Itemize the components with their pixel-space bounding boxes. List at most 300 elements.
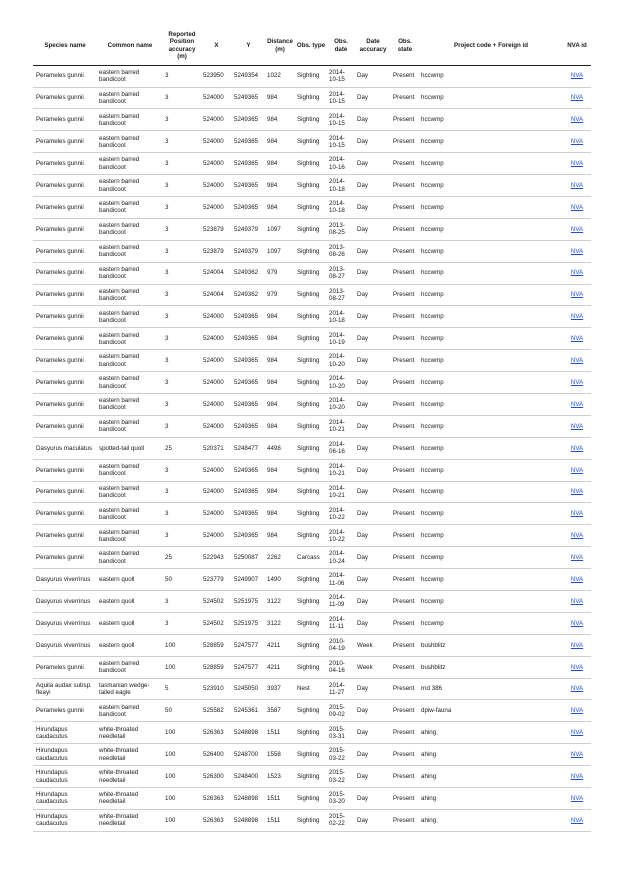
distance-cell: 984	[265, 196, 295, 218]
accuracy-cell: 25	[163, 437, 201, 459]
accuracy-cell: 3	[163, 328, 201, 350]
nva-id-cell	[563, 240, 591, 262]
table-row	[33, 678, 591, 700]
obs-state-cell: Present	[391, 284, 419, 306]
nva-id-cell	[563, 547, 591, 569]
project-code-cell: ahing	[419, 788, 563, 810]
distance-cell: 4211	[265, 656, 295, 678]
table-row	[33, 700, 591, 722]
date-accuracy-cell: Day	[355, 503, 391, 525]
obs-type-cell: Sighting	[295, 306, 327, 328]
y-coordinate-cell: 5248400	[232, 766, 265, 788]
y-coordinate-cell: 5249365	[232, 372, 265, 394]
date-accuracy-cell: Day	[355, 525, 391, 547]
date-accuracy-cell: Day	[355, 262, 391, 284]
common-name-cell: eastern barred bandicoot	[97, 109, 163, 131]
species-name-cell: Perameles gunnii	[33, 306, 97, 328]
project-code-cell: hccwmp	[419, 109, 563, 131]
obs-date-cell: 2015-02-22	[327, 809, 355, 831]
date-accuracy-cell: Week	[355, 656, 391, 678]
table-row	[33, 722, 591, 744]
table-row	[33, 809, 591, 831]
date-accuracy-cell: Day	[355, 722, 391, 744]
distance-cell: 984	[265, 306, 295, 328]
nva-link[interactable]: NVA	[570, 532, 584, 540]
obs-type-cell: Sighting	[295, 525, 327, 547]
common-name-cell: eastern barred bandicoot	[97, 65, 163, 87]
x-coordinate-cell: 520371	[201, 437, 232, 459]
species-name-cell: Perameles gunnii	[33, 656, 97, 678]
distance-cell: 984	[265, 503, 295, 525]
project-code-cell: hccwmp	[419, 612, 563, 634]
nva-link[interactable]: NVA	[570, 751, 584, 759]
nva-link[interactable]: NVA	[570, 794, 584, 802]
x-coordinate-cell: 523950	[201, 65, 232, 87]
obs-type-cell: Sighting	[295, 656, 327, 678]
date-accuracy-cell: Day	[355, 744, 391, 766]
species-name-cell: Dasyurus maculatus	[33, 437, 97, 459]
distance-cell: 1511	[265, 722, 295, 744]
project-code-cell: ahing	[419, 722, 563, 744]
obs-type-cell: Sighting	[295, 218, 327, 240]
column-header: Project code + Foreign id	[419, 30, 563, 65]
nva-link[interactable]: NVA	[570, 400, 584, 408]
nva-link[interactable]: NVA	[570, 575, 584, 583]
obs-state-cell: Present	[391, 503, 419, 525]
nva-link[interactable]: NVA	[570, 269, 584, 277]
obs-state-cell: Present	[391, 196, 419, 218]
distance-cell: 1097	[265, 218, 295, 240]
accuracy-cell: 3	[163, 591, 201, 613]
table-row	[33, 525, 591, 547]
table-row	[33, 131, 591, 153]
project-code-cell: hccwmp	[419, 569, 563, 591]
date-accuracy-cell: Day	[355, 437, 391, 459]
accuracy-cell: 100	[163, 656, 201, 678]
distance-cell: 3937	[265, 678, 295, 700]
obs-type-cell: Sighting	[295, 788, 327, 810]
obs-state-cell: Present	[391, 634, 419, 656]
common-name-cell: eastern barred bandicoot	[97, 131, 163, 153]
nva-id-cell	[563, 503, 591, 525]
obs-type-cell: Sighting	[295, 591, 327, 613]
column-header: Reported Position accuracy (m)	[163, 30, 201, 65]
table-row	[33, 284, 591, 306]
distance-cell: 4498	[265, 437, 295, 459]
y-coordinate-cell: 5248898	[232, 809, 265, 831]
column-header: Y	[232, 30, 265, 65]
accuracy-cell: 3	[163, 65, 201, 87]
obs-date-cell: 2013-08-26	[327, 240, 355, 262]
obs-state-cell: Present	[391, 372, 419, 394]
accuracy-cell: 25	[163, 547, 201, 569]
x-coordinate-cell: 524000	[201, 393, 232, 415]
obs-type-cell: Sighting	[295, 109, 327, 131]
nva-link[interactable]: NVA	[570, 466, 584, 474]
obs-date-cell: 2014-10-20	[327, 372, 355, 394]
project-code-cell: ahing	[419, 744, 563, 766]
distance-cell: 979	[265, 262, 295, 284]
accuracy-cell: 100	[163, 788, 201, 810]
x-coordinate-cell: 523910	[201, 678, 232, 700]
obs-state-cell: Present	[391, 656, 419, 678]
common-name-cell: spotted-tail quoll	[97, 437, 163, 459]
obs-state-cell: Present	[391, 393, 419, 415]
accuracy-cell: 3	[163, 109, 201, 131]
accuracy-cell: 50	[163, 569, 201, 591]
x-coordinate-cell: 524000	[201, 153, 232, 175]
nva-link[interactable]: NVA	[570, 72, 584, 80]
x-coordinate-cell: 524000	[201, 328, 232, 350]
accuracy-cell: 3	[163, 284, 201, 306]
species-name-cell: Dasyurus viverrinus	[33, 634, 97, 656]
column-header: X	[201, 30, 232, 65]
x-coordinate-cell: 524000	[201, 525, 232, 547]
nva-link[interactable]: NVA	[570, 444, 584, 452]
date-accuracy-cell: Day	[355, 788, 391, 810]
common-name-cell: eastern barred bandicoot	[97, 153, 163, 175]
distance-cell: 3587	[265, 700, 295, 722]
obs-type-cell: Sighting	[295, 196, 327, 218]
nva-id-cell	[563, 744, 591, 766]
common-name-cell: tasmanian wedge-tailed eagle	[97, 678, 163, 700]
project-code-cell: bushblitz	[419, 656, 563, 678]
obs-state-cell: Present	[391, 722, 419, 744]
nva-link[interactable]: NVA	[570, 160, 584, 168]
obs-date-cell: 2014-10-16	[327, 153, 355, 175]
accuracy-cell: 3	[163, 131, 201, 153]
species-name-cell: Perameles gunnii	[33, 175, 97, 197]
accuracy-cell: 3	[163, 612, 201, 634]
distance-cell: 1511	[265, 809, 295, 831]
x-coordinate-cell: 526400	[201, 744, 232, 766]
date-accuracy-cell: Day	[355, 700, 391, 722]
project-code-cell: dpiw-fauna	[419, 700, 563, 722]
common-name-cell: eastern barred bandicoot	[97, 481, 163, 503]
table-row	[33, 634, 591, 656]
nva-id-cell	[563, 722, 591, 744]
table-row	[33, 788, 591, 810]
distance-cell: 1022	[265, 65, 295, 87]
nva-link[interactable]: NVA	[570, 203, 584, 211]
y-coordinate-cell: 5247577	[232, 656, 265, 678]
obs-type-cell: Sighting	[295, 240, 327, 262]
accuracy-cell: 3	[163, 415, 201, 437]
obs-date-cell: 2015-09-02	[327, 700, 355, 722]
obs-date-cell: 2014-10-22	[327, 525, 355, 547]
project-code-cell: hccwmp	[419, 437, 563, 459]
project-code-cell: hccwmp	[419, 393, 563, 415]
nva-id-cell	[563, 612, 591, 634]
project-code-cell: hccwmp	[419, 547, 563, 569]
project-code-cell: hccwmp	[419, 218, 563, 240]
obs-date-cell: 2014-10-15	[327, 87, 355, 109]
common-name-cell: white-throated needletail	[97, 809, 163, 831]
accuracy-cell: 3	[163, 240, 201, 262]
column-header: Species name	[33, 30, 97, 65]
obs-state-cell: Present	[391, 350, 419, 372]
obs-state-cell: Present	[391, 788, 419, 810]
nva-id-cell	[563, 656, 591, 678]
obs-date-cell: 2014-06-16	[327, 437, 355, 459]
date-accuracy-cell: Day	[355, 153, 391, 175]
x-coordinate-cell: 526300	[201, 766, 232, 788]
y-coordinate-cell: 5249365	[232, 153, 265, 175]
obs-type-cell: Sighting	[295, 131, 327, 153]
common-name-cell: white-throated needletail	[97, 766, 163, 788]
obs-date-cell: 2010-04-16	[327, 656, 355, 678]
table-row	[33, 153, 591, 175]
x-coordinate-cell: 524000	[201, 481, 232, 503]
common-name-cell: eastern barred bandicoot	[97, 87, 163, 109]
obs-state-cell: Present	[391, 65, 419, 87]
y-coordinate-cell: 5250087	[232, 547, 265, 569]
date-accuracy-cell: Day	[355, 131, 391, 153]
table-row	[33, 218, 591, 240]
obs-state-cell: Present	[391, 175, 419, 197]
obs-date-cell: 2015-03-22	[327, 766, 355, 788]
obs-date-cell: 2014-10-15	[327, 109, 355, 131]
obs-state-cell: Present	[391, 569, 419, 591]
obs-state-cell: Present	[391, 459, 419, 481]
distance-cell: 984	[265, 328, 295, 350]
table-row	[33, 547, 591, 569]
nva-id-cell	[563, 809, 591, 831]
nva-id-cell	[563, 109, 591, 131]
obs-date-cell: 2014-10-20	[327, 393, 355, 415]
accuracy-cell: 3	[163, 218, 201, 240]
species-name-cell: Dasyurus viverrinus	[33, 591, 97, 613]
nva-link[interactable]: NVA	[570, 597, 584, 605]
project-code-cell: hccwmp	[419, 262, 563, 284]
project-code-cell: hccwmp	[419, 591, 563, 613]
nva-id-cell	[563, 634, 591, 656]
x-coordinate-cell: 523879	[201, 240, 232, 262]
obs-date-cell: 2014-10-20	[327, 350, 355, 372]
y-coordinate-cell: 5247577	[232, 634, 265, 656]
species-name-cell: Hirundapus caudacutus	[33, 809, 97, 831]
species-name-cell: Perameles gunnii	[33, 284, 97, 306]
species-name-cell: Perameles gunnii	[33, 459, 97, 481]
obs-type-cell: Sighting	[295, 744, 327, 766]
species-name-cell: Perameles gunnii	[33, 525, 97, 547]
x-coordinate-cell: 524000	[201, 372, 232, 394]
y-coordinate-cell: 5249365	[232, 415, 265, 437]
project-code-cell: rnd 386	[419, 678, 563, 700]
obs-type-cell: Sighting	[295, 503, 327, 525]
distance-cell: 984	[265, 415, 295, 437]
obs-type-cell: Sighting	[295, 722, 327, 744]
y-coordinate-cell: 5251975	[232, 612, 265, 634]
x-coordinate-cell: 524000	[201, 196, 232, 218]
table-row	[33, 437, 591, 459]
obs-state-cell: Present	[391, 131, 419, 153]
accuracy-cell: 50	[163, 700, 201, 722]
species-name-cell: Perameles gunnii	[33, 328, 97, 350]
obs-type-cell: Sighting	[295, 393, 327, 415]
common-name-cell: eastern barred bandicoot	[97, 547, 163, 569]
table-row	[33, 372, 591, 394]
date-accuracy-cell: Day	[355, 481, 391, 503]
nva-link[interactable]: NVA	[570, 729, 584, 737]
nva-link[interactable]: NVA	[570, 247, 584, 255]
table-row	[33, 240, 591, 262]
species-name-cell: Perameles gunnii	[33, 503, 97, 525]
project-code-cell: hccwmp	[419, 481, 563, 503]
accuracy-cell: 5	[163, 678, 201, 700]
common-name-cell: eastern barred bandicoot	[97, 656, 163, 678]
y-coordinate-cell: 5249365	[232, 503, 265, 525]
nva-link[interactable]: NVA	[570, 335, 584, 343]
obs-type-cell: Sighting	[295, 262, 327, 284]
nva-link[interactable]: NVA	[570, 619, 584, 627]
species-name-cell: Hirundapus caudacutus	[33, 722, 97, 744]
nva-link[interactable]: NVA	[570, 707, 584, 715]
nva-link[interactable]: NVA	[570, 422, 584, 430]
date-accuracy-cell: Day	[355, 109, 391, 131]
table-row	[33, 591, 591, 613]
common-name-cell: eastern barred bandicoot	[97, 350, 163, 372]
obs-state-cell: Present	[391, 700, 419, 722]
distance-cell: 984	[265, 109, 295, 131]
nva-link[interactable]: NVA	[570, 378, 584, 386]
accuracy-cell: 3	[163, 87, 201, 109]
date-accuracy-cell: Day	[355, 65, 391, 87]
accuracy-cell: 3	[163, 196, 201, 218]
nva-id-cell	[563, 87, 591, 109]
obs-state-cell: Present	[391, 153, 419, 175]
obs-date-cell: 2014-10-21	[327, 481, 355, 503]
table-row	[33, 262, 591, 284]
table-row	[33, 569, 591, 591]
nva-link[interactable]: NVA	[570, 138, 584, 146]
nva-id-cell	[563, 153, 591, 175]
y-coordinate-cell: 5249362	[232, 284, 265, 306]
nva-link[interactable]: NVA	[570, 816, 584, 824]
project-code-cell: hccwmp	[419, 284, 563, 306]
column-header: NVA id	[563, 30, 591, 65]
nva-link[interactable]: NVA	[570, 291, 584, 299]
project-code-cell: hccwmp	[419, 65, 563, 87]
table-row	[33, 656, 591, 678]
accuracy-cell: 100	[163, 744, 201, 766]
obs-state-cell: Present	[391, 218, 419, 240]
obs-type-cell: Sighting	[295, 569, 327, 591]
nva-id-cell	[563, 393, 591, 415]
nva-id-cell	[563, 218, 591, 240]
obs-date-cell: 2013-08-27	[327, 284, 355, 306]
accuracy-cell: 3	[163, 262, 201, 284]
y-coordinate-cell: 5249365	[232, 175, 265, 197]
nva-id-cell	[563, 372, 591, 394]
x-coordinate-cell: 524000	[201, 350, 232, 372]
nva-link[interactable]: NVA	[570, 488, 584, 496]
nva-link[interactable]: NVA	[570, 641, 584, 649]
nva-link[interactable]: NVA	[570, 94, 584, 102]
accuracy-cell: 100	[163, 766, 201, 788]
obs-date-cell: 2014-10-24	[327, 547, 355, 569]
obs-state-cell: Present	[391, 262, 419, 284]
x-coordinate-cell: 528859	[201, 656, 232, 678]
nva-link[interactable]: NVA	[570, 225, 584, 233]
obs-state-cell: Present	[391, 678, 419, 700]
common-name-cell: eastern barred bandicoot	[97, 175, 163, 197]
date-accuracy-cell: Day	[355, 766, 391, 788]
project-code-cell: hccwmp	[419, 131, 563, 153]
nva-id-cell	[563, 196, 591, 218]
nva-link[interactable]: NVA	[570, 554, 584, 562]
nva-id-cell	[563, 700, 591, 722]
distance-cell: 984	[265, 459, 295, 481]
column-header: Obs. date	[327, 30, 355, 65]
project-code-cell: hccwmp	[419, 153, 563, 175]
nva-link[interactable]: NVA	[570, 116, 584, 124]
common-name-cell: eastern barred bandicoot	[97, 218, 163, 240]
table-row	[33, 744, 591, 766]
nva-id-cell	[563, 525, 591, 547]
common-name-cell: eastern barred bandicoot	[97, 415, 163, 437]
obs-type-cell: Sighting	[295, 415, 327, 437]
date-accuracy-cell: Day	[355, 547, 391, 569]
obs-date-cell: 2015-03-22	[327, 744, 355, 766]
nva-link[interactable]: NVA	[570, 313, 584, 321]
table-row	[33, 175, 591, 197]
species-name-cell: Aquila audax subsp. fleayi	[33, 678, 97, 700]
y-coordinate-cell: 5249365	[232, 328, 265, 350]
nva-link[interactable]: NVA	[570, 772, 584, 780]
distance-cell: 984	[265, 175, 295, 197]
obs-date-cell: 2010-04-19	[327, 634, 355, 656]
y-coordinate-cell: 5245050	[232, 678, 265, 700]
nva-link[interactable]: NVA	[570, 181, 584, 189]
accuracy-cell: 100	[163, 634, 201, 656]
accuracy-cell: 3	[163, 153, 201, 175]
common-name-cell: white-throated needletail	[97, 788, 163, 810]
x-coordinate-cell: 524000	[201, 459, 232, 481]
column-header: Obs. type	[295, 30, 327, 65]
nva-id-cell	[563, 262, 591, 284]
y-coordinate-cell: 5248898	[232, 722, 265, 744]
distance-cell: 984	[265, 350, 295, 372]
nva-id-cell	[563, 65, 591, 87]
accuracy-cell: 3	[163, 459, 201, 481]
nva-link[interactable]: NVA	[570, 510, 584, 518]
nva-link[interactable]: NVA	[570, 357, 584, 365]
common-name-cell: white-throated needletail	[97, 722, 163, 744]
species-records-table	[33, 30, 591, 832]
obs-date-cell: 2014-10-19	[327, 328, 355, 350]
distance-cell: 984	[265, 372, 295, 394]
obs-date-cell: 2014-10-18	[327, 196, 355, 218]
nva-id-cell	[563, 328, 591, 350]
accuracy-cell: 100	[163, 809, 201, 831]
nva-link[interactable]: NVA	[570, 663, 584, 671]
nva-link[interactable]: NVA	[570, 685, 584, 693]
accuracy-cell: 3	[163, 481, 201, 503]
obs-type-cell: Sighting	[295, 328, 327, 350]
common-name-cell: eastern barred bandicoot	[97, 328, 163, 350]
x-coordinate-cell: 523879	[201, 218, 232, 240]
species-name-cell: Perameles gunnii	[33, 131, 97, 153]
common-name-cell: eastern quoll	[97, 634, 163, 656]
obs-type-cell: Sighting	[295, 65, 327, 87]
table-row	[33, 350, 591, 372]
obs-date-cell: 2014-11-06	[327, 569, 355, 591]
table-row	[33, 503, 591, 525]
x-coordinate-cell: 524004	[201, 284, 232, 306]
table-row	[33, 612, 591, 634]
obs-state-cell: Present	[391, 612, 419, 634]
